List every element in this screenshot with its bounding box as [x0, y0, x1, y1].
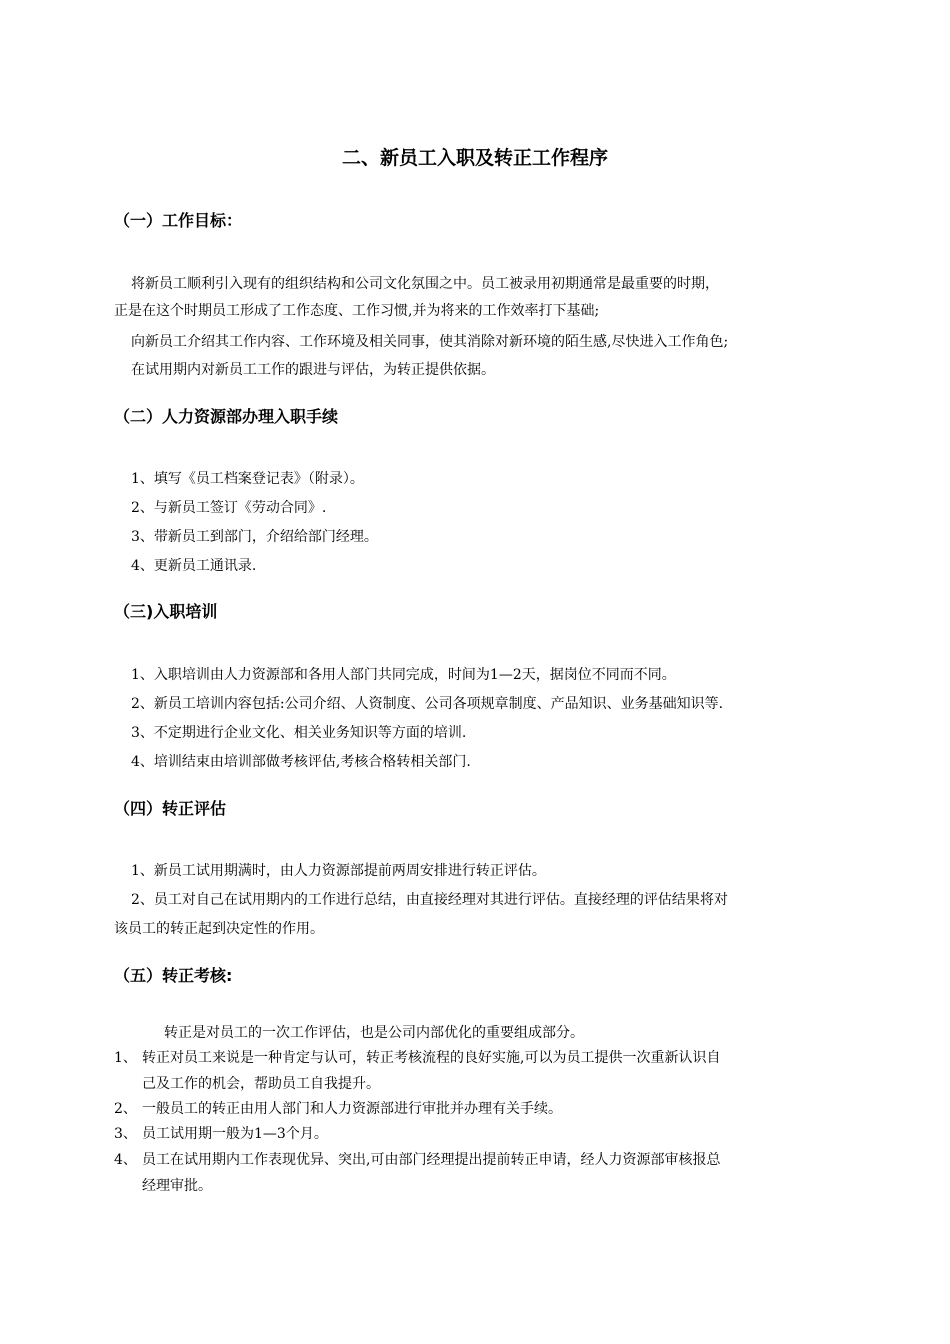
section-5-item-text: 员工试用期一般为1—3个月。 — [142, 1126, 328, 1142]
section-3-heading: （三)入职培训 — [114, 602, 218, 621]
section-5-item-text: 转正对员工来说是一种肯定与认可，转正考核流程的良好实施,可以为员工提供一次重新认识自 — [142, 1050, 721, 1066]
section-5-item-number: 3、 — [114, 1126, 137, 1142]
section-2-heading: （二）人力资源部办理入职手续 — [114, 407, 339, 426]
section-1-line: 将新员工顺利引入现有的组织结构和公司文化氛围之中。员工被录用初期通常是最重要的时期， — [131, 276, 719, 292]
section-5-item-number: 1、 — [114, 1050, 137, 1066]
section-1-line: 在试用期内对新员工工作的跟进与评估，为转正提供依据。 — [131, 362, 495, 378]
section-2-item: 2、与新员工签订《劳动合同》. — [131, 500, 327, 516]
section-5-item-text: 经理审批。 — [142, 1178, 212, 1194]
section-1-line: 向新员工介绍其工作内容、工作环境及相关同事，使其消除对新环境的陌生感,尽快进入工作角色; — [131, 334, 729, 350]
section-2-item: 4、更新员工通讯录. — [131, 558, 257, 574]
section-5-item-text: 一般员工的转正由用人部门和人力资源部进行审批并办理有关手续。 — [142, 1101, 562, 1117]
document-title: 二、新员工入职及转正工作程序 — [341, 147, 608, 169]
section-1-line: 正是在这个时期员工形成了工作态度、工作习惯,并为将来的工作效率打下基础; — [114, 303, 600, 319]
section-2-item: 3、带新员工到部门，介绍给部门经理。 — [131, 529, 378, 545]
section-3-item: 3、不定期进行企业文化、相关业务知识等方面的培训. — [131, 725, 467, 741]
section-5-heading: （五）转正考核: — [114, 966, 233, 985]
section-5-item-number: 4、 — [114, 1152, 137, 1168]
section-4-item: 该员工的转正起到决定性的作用。 — [114, 921, 324, 937]
section-5-item-text: 己及工作的机会，帮助员工自我提升。 — [142, 1076, 380, 1092]
section-2-item: 1、填写《员工档案登记表》（附录）。 — [131, 471, 364, 487]
section-5-intro: 转正是对员工的一次工作评估，也是公司内部优化的重要组成部分。 — [164, 1025, 584, 1041]
section-3-item: 2、新员工培训内容包括:公司介绍、人资制度、公司各项规章制度、产品知识、业务基础知识等. — [131, 696, 724, 712]
section-4-item: 1、新员工试用期满时，由人力资源部提前两周安排进行转正评估。 — [131, 863, 546, 879]
section-5-item-number: 2、 — [114, 1101, 137, 1117]
section-3-item: 1、入职培训由人力资源部和各用人部门共同完成，时间为1—2天，据岗位不同而不同。 — [131, 667, 676, 683]
section-4-heading: （四）转正评估 — [114, 799, 227, 818]
section-5-item-text: 员工在试用期内工作表现优异、突出,可由部门经理提出提前转正申请，经人力资源部审核报总 — [142, 1152, 721, 1168]
section-3-item: 4、培训结束由培训部做考核评估,考核合格转相关部门. — [131, 754, 471, 770]
section-4-item: 2、员工对自己在试用期内的工作进行总结，由直接经理对其进行评估。直接经理的评估结果将对 — [131, 892, 728, 908]
section-1-heading: （一）工作目标： — [114, 211, 243, 230]
